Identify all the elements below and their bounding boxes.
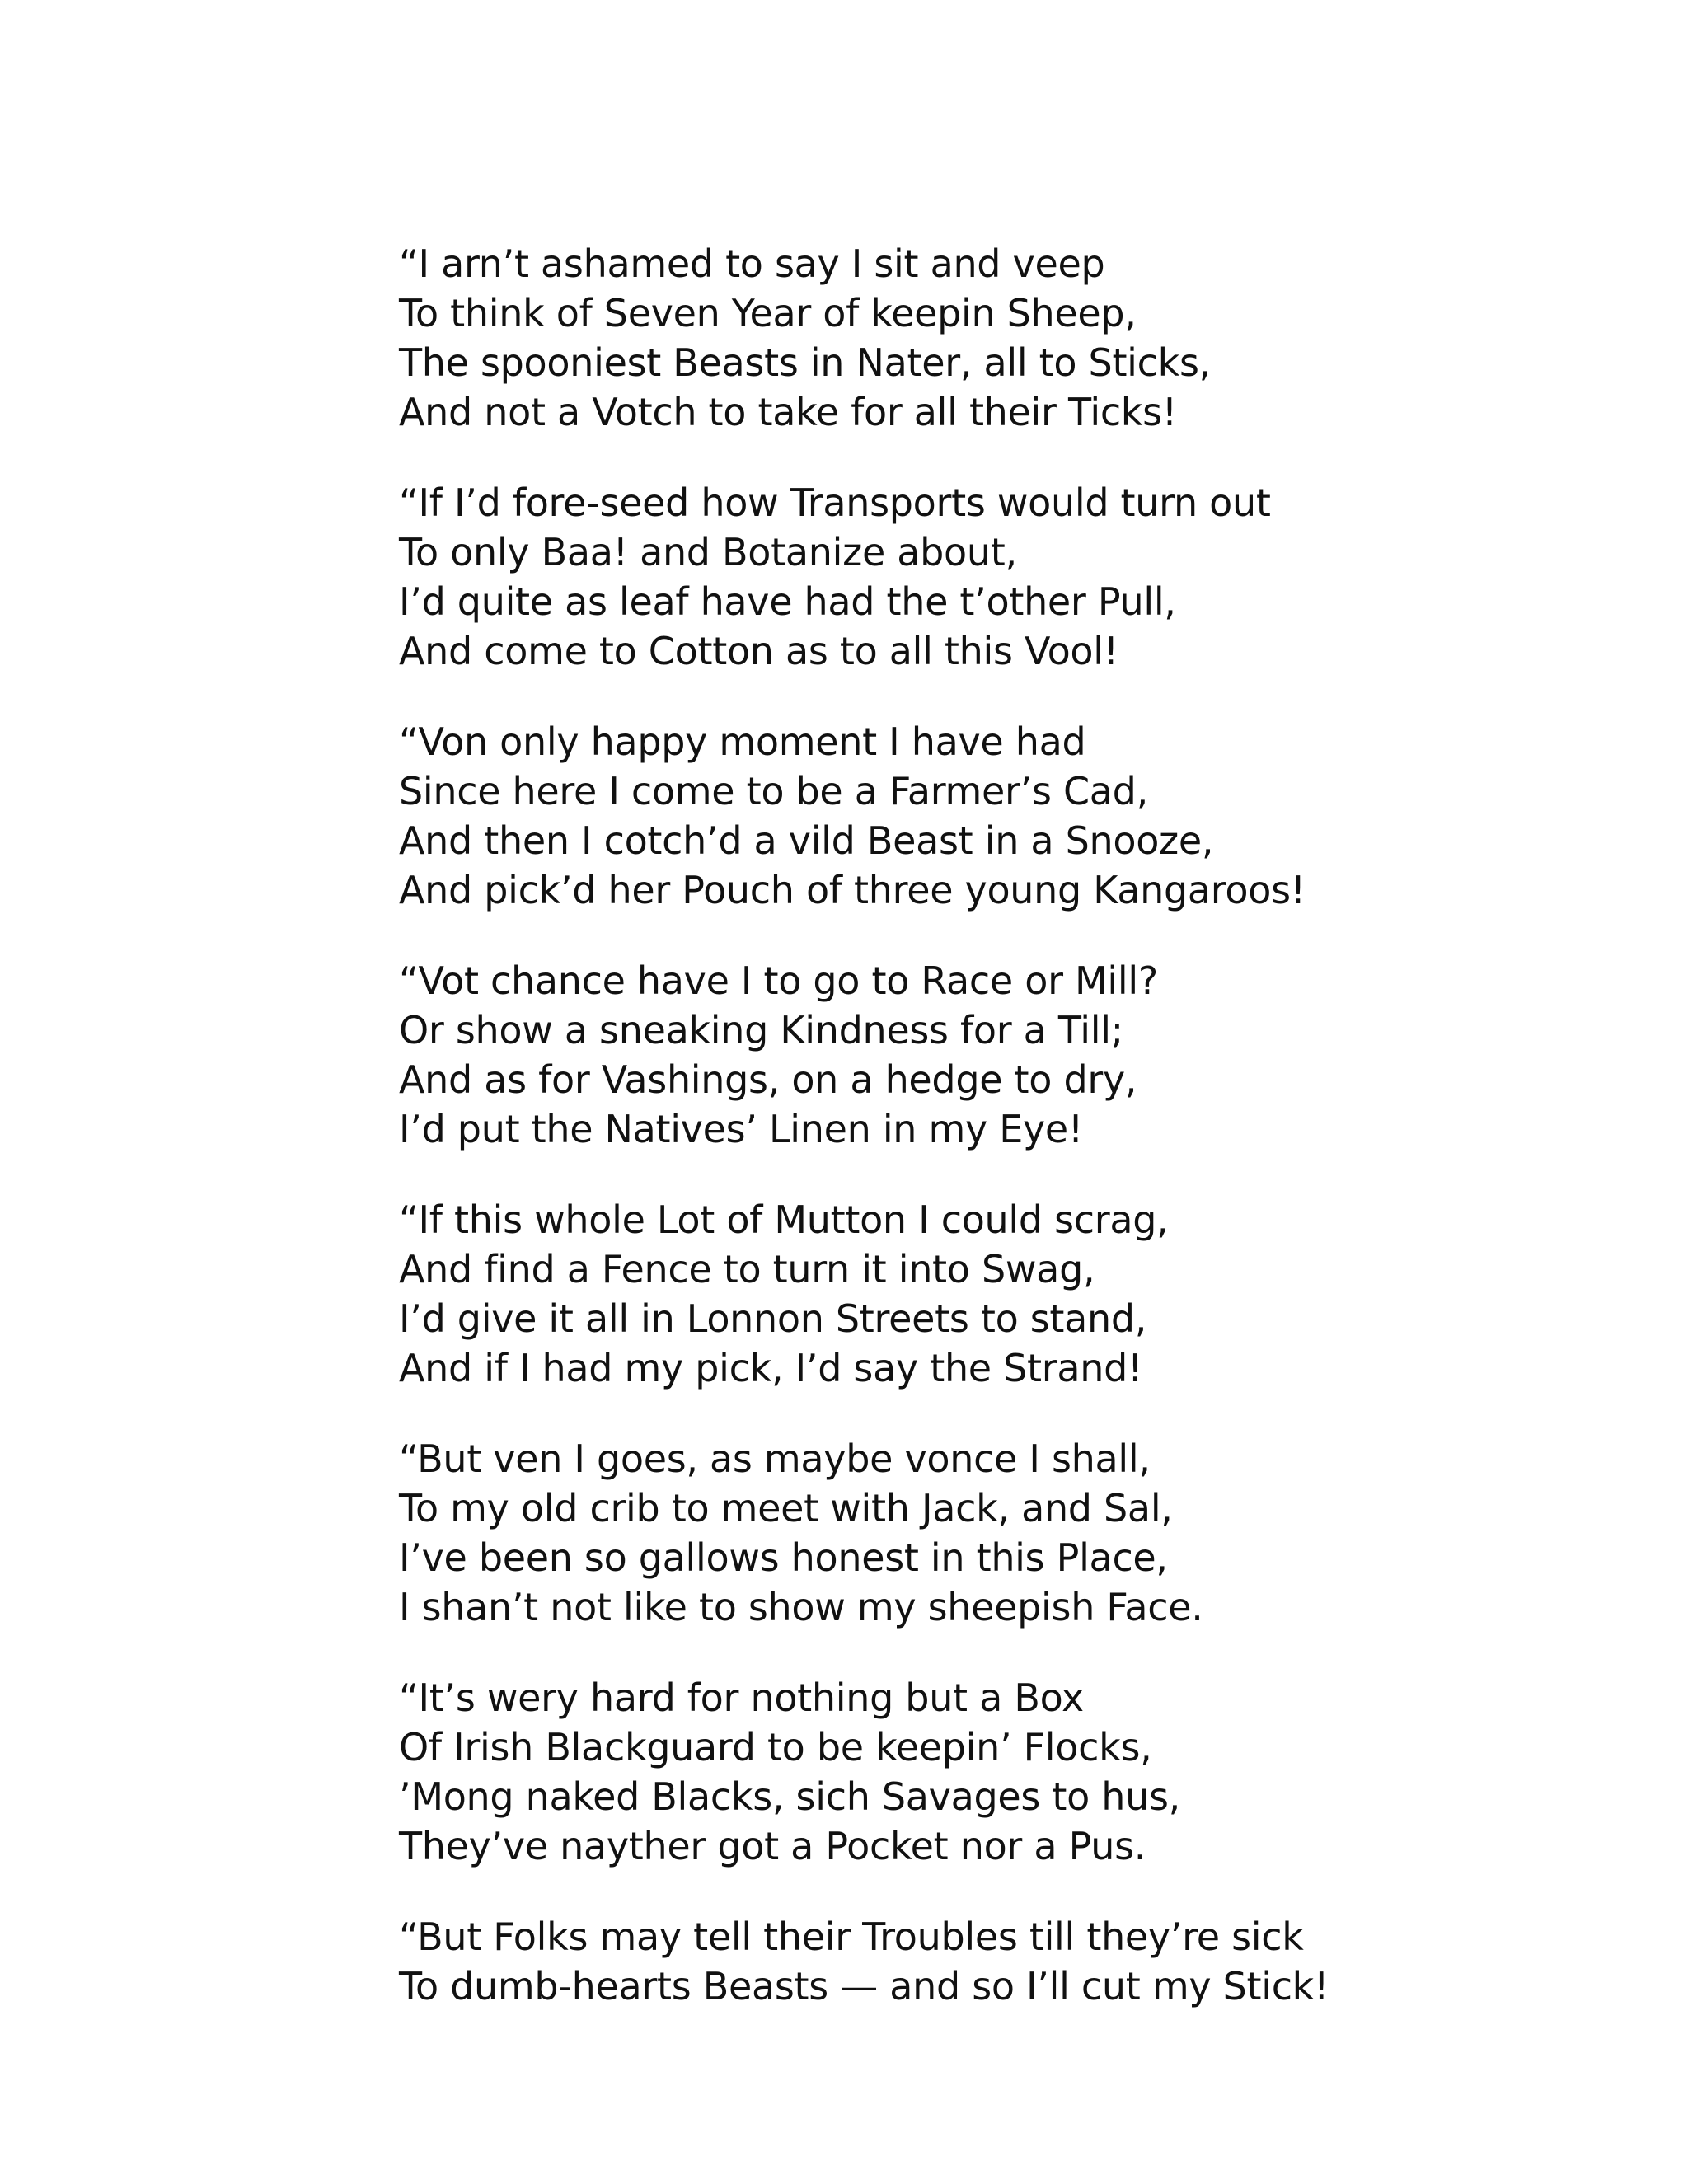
stanza-5 — [399, 1195, 1470, 1393]
stanza-1 — [399, 239, 1470, 437]
poem-line: Of Irish Blackguard to be keepin’ Flocks, — [399, 1725, 1152, 1769]
poem-line: I shan’t not like to show my sheepish Face. — [399, 1585, 1203, 1629]
poem-line: “I arn’t ashamed to say I sit and veep — [399, 241, 1105, 286]
poem-body — [399, 239, 1470, 2008]
poem-line: “It’s wery hard for nothing but a Box — [399, 1675, 1084, 1720]
poem-line: And if I had my pick, I’d say the Strand! — [399, 1346, 1143, 1390]
stanza-2 — [399, 478, 1470, 676]
poem-line: To think of Seven Year of keepin Sheep, — [399, 291, 1137, 335]
poem-line: And find a Fence to turn it into Swag, — [399, 1247, 1095, 1291]
poem-line: “But Folks may tell their Troubles till they’re sick — [399, 1915, 1304, 1959]
stanza-3 — [399, 717, 1470, 915]
poem-line: And as for Vashings, on a hedge to dry, — [399, 1057, 1137, 1102]
poem-line: To my old crib to meet with Jack, and Sal, — [399, 1486, 1173, 1530]
poem-line: They’ve nayther got a Pocket nor a Pus. — [399, 1824, 1146, 1868]
poem-line: “If this whole Lot of Mutton I could scrag, — [399, 1197, 1169, 1242]
stanza-7 — [399, 1673, 1470, 1871]
stanza-8 — [399, 1912, 1470, 2011]
poem-line: “If I’d fore-seed how Transports would turn out — [399, 480, 1271, 525]
poem-line: “Von only happy moment I have had — [399, 719, 1086, 764]
poem-line: And come to Cotton as to all this Vool! — [399, 629, 1118, 673]
poem-line: Since here I come to be a Farmer’s Cad, — [399, 769, 1148, 813]
poem-line: To only Baa! and Botanize about, — [399, 530, 1017, 574]
poem-line: “Vot chance have I to go to Race or Mill? — [399, 958, 1158, 1003]
poem-line: I’d give it all in Lonnon Streets to stand, — [399, 1296, 1147, 1341]
poem-line: To dumb-hearts Beasts — and so I’ll cut my Stick! — [399, 1964, 1329, 2008]
poem-line: I’d quite as leaf have had the t’other Pull, — [399, 579, 1176, 624]
poem-line: Or show a sneaking Kindness for a Till; — [399, 1008, 1123, 1052]
poem-line: And pick’d her Pouch of three young Kangaroos! — [399, 868, 1306, 912]
stanza-6 — [399, 1434, 1470, 1632]
poem-line: “But ven I goes, as maybe vonce I shall, — [399, 1436, 1151, 1481]
poem-line: And then I cotch’d a vild Beast in a Snooze, — [399, 818, 1214, 863]
stanza-4 — [399, 956, 1470, 1154]
poem-line: I’ve been so gallows honest in this Place, — [399, 1535, 1168, 1580]
poem-line: I’d put the Natives’ Linen in my Eye! — [399, 1107, 1084, 1151]
poem-line: And not a Votch to take for all their Ticks! — [399, 390, 1177, 434]
poem-line: The spooniest Beasts in Nater, all to Sticks, — [399, 340, 1211, 385]
poem-line: ’Mong naked Blacks, sich Savages to hus, — [399, 1774, 1180, 1819]
